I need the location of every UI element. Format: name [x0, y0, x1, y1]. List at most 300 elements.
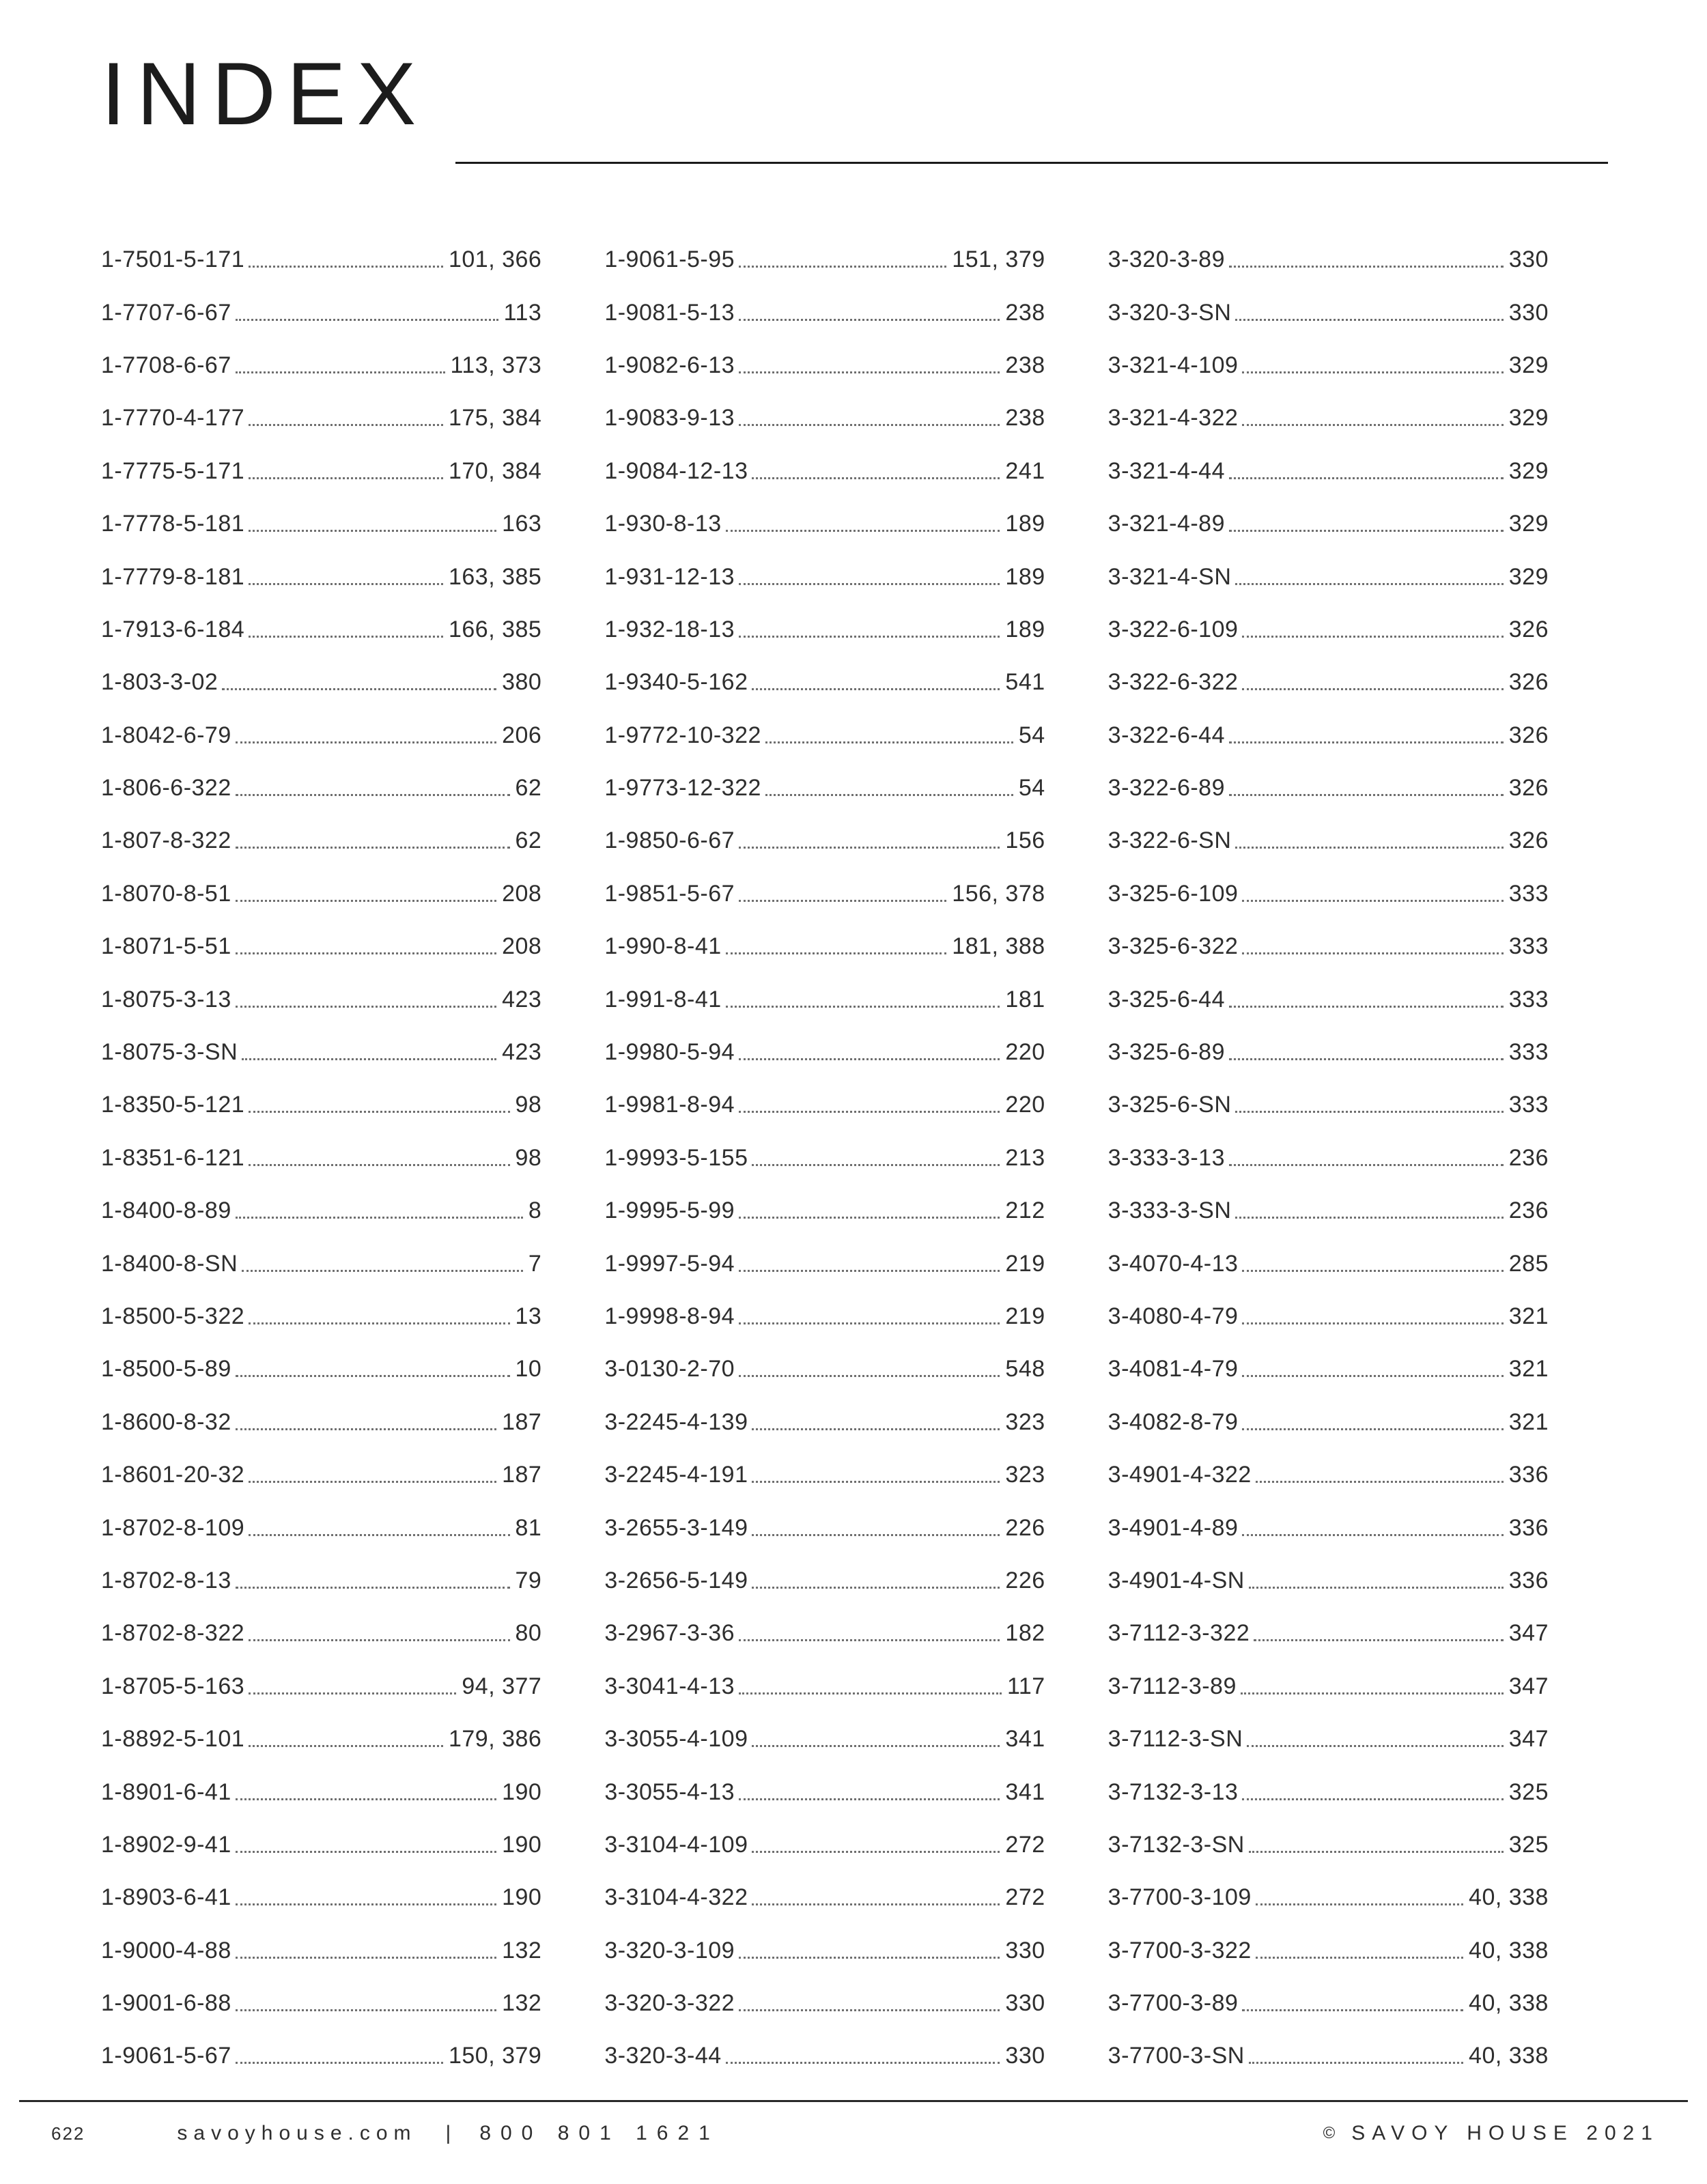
entry-pages: 190 — [502, 1884, 542, 1911]
entry-code: 3-0130-2-70 — [604, 1356, 735, 1382]
footer-website: savoyhouse.com — [177, 2122, 417, 2144]
entry-pages: 94, 377 — [462, 1673, 542, 1699]
dotted-leader — [236, 1217, 523, 1219]
entry-code: 1-8901-6-41 — [101, 1778, 231, 1805]
dotted-leader — [236, 2009, 496, 2011]
entry-code: 1-9997-5-94 — [604, 1250, 735, 1277]
entry-pages: 238 — [1005, 405, 1045, 431]
index-entry — [604, 868, 1045, 920]
entry-pages: 132 — [502, 1937, 542, 1963]
copyright-icon: © — [1323, 2124, 1342, 2142]
index-entry — [101, 709, 541, 762]
entry-pages: 156 — [1005, 827, 1045, 854]
entry-pages: 333 — [1508, 1039, 1549, 1066]
entry-pages: 321 — [1508, 1303, 1549, 1329]
index-entry — [1108, 286, 1549, 339]
entry-code: 3-3104-4-322 — [604, 1884, 748, 1911]
dotted-leader — [249, 1111, 509, 1113]
index-entry — [1108, 604, 1549, 656]
entry-code: 3-4901-4-89 — [1108, 1514, 1239, 1541]
entry-pages: 323 — [1005, 1408, 1045, 1435]
dotted-leader — [1242, 1428, 1503, 1430]
entry-code: 1-8071-5-51 — [101, 933, 231, 960]
entry-pages: 81 — [515, 1514, 542, 1541]
entry-code: 1-8600-8-32 — [101, 1408, 231, 1435]
index-entry — [604, 1449, 1045, 1501]
entry-pages: 187 — [502, 1462, 542, 1488]
entry-code: 1-7779-8-181 — [101, 563, 245, 590]
entry-code: 1-9061-5-95 — [604, 246, 735, 273]
entry-pages: 62 — [515, 827, 542, 854]
entry-pages: 238 — [1005, 299, 1045, 326]
entry-code: 1-9995-5-99 — [604, 1197, 735, 1224]
dotted-leader — [249, 636, 443, 638]
dotted-leader — [1229, 1058, 1504, 1060]
index-entry — [1108, 1343, 1549, 1395]
entry-pages: 62 — [515, 775, 542, 802]
dotted-leader — [739, 1058, 1000, 1060]
dotted-leader — [739, 424, 1000, 426]
entry-code: 3-333-3-13 — [1108, 1144, 1225, 1171]
dotted-leader — [739, 1798, 1000, 1800]
entry-pages: 272 — [1005, 1831, 1045, 1858]
entry-code: 3-3041-4-13 — [604, 1673, 735, 1699]
index-entry — [101, 1660, 541, 1713]
dotted-leader — [752, 1164, 1000, 1166]
index-entry — [604, 1925, 1045, 1977]
index-entry — [101, 973, 541, 1025]
dotted-leader — [236, 1587, 510, 1589]
entry-code: 3-7700-3-89 — [1108, 1990, 1239, 2017]
index-entry — [1108, 1132, 1549, 1185]
index-entry — [101, 1819, 541, 1871]
entry-code: 1-9993-5-155 — [604, 1144, 748, 1171]
entry-code: 3-3104-4-109 — [604, 1831, 748, 1858]
index-column-3 — [1108, 233, 1549, 2083]
index-entry — [101, 868, 541, 920]
index-entry — [604, 1660, 1045, 1713]
index-entry — [604, 445, 1045, 498]
entry-pages: 212 — [1005, 1197, 1045, 1224]
entry-code: 3-320-3-89 — [1108, 246, 1225, 273]
dotted-leader — [222, 688, 496, 690]
entry-code: 1-8892-5-101 — [101, 1726, 245, 1753]
entry-pages: 163 — [502, 511, 542, 537]
entry-pages: 163, 385 — [448, 563, 542, 590]
footer-rule — [19, 2100, 1688, 2102]
index-entry — [101, 1185, 541, 1237]
index-entry — [101, 1079, 541, 1131]
entry-code: 3-321-4-322 — [1108, 405, 1239, 431]
dotted-leader — [1235, 583, 1503, 585]
dotted-leader — [739, 266, 946, 268]
index-entry — [1108, 1555, 1549, 1607]
index-entry — [1108, 339, 1549, 392]
entry-code: 3-325-6-89 — [1108, 1039, 1225, 1066]
entry-code: 3-2655-3-149 — [604, 1514, 748, 1541]
entry-pages: 54 — [1018, 775, 1045, 802]
entry-pages: 189 — [1005, 511, 1045, 537]
index-entry — [1108, 392, 1549, 444]
index-entry — [604, 709, 1045, 762]
entry-code: 3-7132-3-13 — [1108, 1778, 1239, 1805]
dotted-leader — [739, 1111, 1000, 1113]
dotted-leader — [236, 900, 496, 902]
dotted-leader — [752, 1587, 1000, 1589]
entry-pages: 208 — [502, 880, 542, 907]
index-entry — [604, 233, 1045, 286]
entry-code: 3-7700-3-SN — [1108, 2043, 1245, 2069]
dotted-leader — [1242, 1798, 1503, 1800]
entry-code: 3-325-6-44 — [1108, 986, 1225, 1012]
entry-pages: 132 — [502, 1990, 542, 2017]
dotted-leader — [1249, 1587, 1504, 1589]
entry-code: 1-9082-6-13 — [604, 352, 735, 378]
entry-code: 1-9850-6-67 — [604, 827, 735, 854]
index-entry — [1108, 1501, 1549, 1554]
entry-code: 3-2967-3-36 — [604, 1620, 735, 1647]
entry-code: 3-320-3-109 — [604, 1937, 735, 1963]
dotted-leader — [1235, 847, 1503, 849]
entry-pages: 151, 379 — [952, 246, 1045, 273]
entry-code: 1-8500-5-89 — [101, 1356, 231, 1382]
index-entry — [1108, 973, 1549, 1025]
entry-pages: 101, 366 — [448, 246, 542, 273]
entry-pages: 238 — [1005, 352, 1045, 378]
dotted-leader — [726, 952, 947, 954]
dotted-leader — [236, 1006, 496, 1008]
index-entry — [101, 1925, 541, 1977]
index-entry — [101, 498, 541, 550]
index-entry — [604, 339, 1045, 392]
entry-code: 1-9980-5-94 — [604, 1039, 735, 1066]
entry-pages: 347 — [1508, 1673, 1549, 1699]
entry-pages: 79 — [515, 1567, 542, 1593]
entry-code: 3-4082-8-79 — [1108, 1408, 1239, 1435]
index-entry — [1108, 762, 1549, 814]
entry-pages: 330 — [1005, 1990, 1045, 2017]
entry-code: 3-321-4-44 — [1108, 457, 1225, 484]
entry-pages: 330 — [1005, 2043, 1045, 2069]
dotted-leader — [1229, 477, 1504, 479]
entry-code: 3-321-4-SN — [1108, 563, 1232, 590]
index-entry — [101, 1290, 541, 1343]
entry-pages: 181 — [1005, 986, 1045, 1012]
index-entry — [604, 1713, 1045, 1765]
entry-code: 3-3055-4-13 — [604, 1778, 735, 1805]
entry-code: 1-8500-5-322 — [101, 1303, 245, 1329]
dotted-leader — [1242, 2009, 1463, 2011]
entry-pages: 272 — [1005, 1884, 1045, 1911]
dotted-leader — [249, 266, 443, 268]
entry-code: 3-322-6-109 — [1108, 616, 1239, 642]
dotted-leader — [1242, 1270, 1503, 1272]
dotted-leader — [752, 1851, 1000, 1853]
entry-pages: 190 — [502, 1831, 542, 1858]
entry-pages: 208 — [502, 933, 542, 960]
entry-pages: 423 — [502, 986, 542, 1012]
entry-pages: 40, 338 — [1469, 1990, 1549, 2017]
entry-pages: 330 — [1005, 1937, 1045, 1963]
entry-pages: 326 — [1508, 827, 1549, 854]
dotted-leader — [236, 847, 510, 849]
dotted-leader — [1249, 1851, 1504, 1853]
dotted-leader — [726, 1006, 1000, 1008]
entry-pages: 10 — [515, 1356, 542, 1382]
page-footer — [51, 2122, 1659, 2145]
entry-pages: 166, 385 — [448, 616, 542, 642]
dotted-leader — [1242, 952, 1503, 954]
index-entry — [101, 1501, 541, 1554]
entry-code: 3-333-3-SN — [1108, 1197, 1232, 1224]
index-entry — [101, 1132, 541, 1185]
entry-pages: 341 — [1005, 1778, 1045, 1805]
entry-code: 1-8902-9-41 — [101, 1831, 231, 1858]
entry-code: 1-9981-8-94 — [604, 1092, 735, 1118]
index-entry — [1108, 1237, 1549, 1290]
index-entry — [1108, 1607, 1549, 1660]
entry-pages: 181, 388 — [952, 933, 1045, 960]
entry-code: 1-9001-6-88 — [101, 1990, 231, 2017]
index-column-2 — [604, 233, 1045, 2083]
dotted-leader — [752, 477, 1000, 479]
entry-code: 3-4081-4-79 — [1108, 1356, 1239, 1382]
entry-code: 3-2245-4-191 — [604, 1462, 748, 1488]
entry-pages: 40, 338 — [1469, 2043, 1549, 2069]
index-entry — [604, 814, 1045, 867]
dotted-leader — [1242, 1322, 1503, 1324]
index-entry — [1108, 709, 1549, 762]
index-entry — [101, 920, 541, 973]
entry-code: 1-803-3-02 — [101, 669, 218, 696]
entry-pages: 241 — [1005, 457, 1045, 484]
entry-code: 3-4080-4-79 — [1108, 1303, 1239, 1329]
dotted-leader — [1242, 1534, 1503, 1536]
dotted-leader — [249, 1322, 509, 1324]
index-entry — [101, 1237, 541, 1290]
index-entry — [101, 2030, 541, 2082]
index-entry — [1108, 233, 1549, 286]
dotted-leader — [236, 952, 496, 954]
index-entry — [101, 445, 541, 498]
index-entry — [604, 1185, 1045, 1237]
entry-code: 1-930-8-13 — [604, 511, 722, 537]
index-entry — [1108, 920, 1549, 973]
index-entry — [1108, 1977, 1549, 2030]
entry-code: 1-932-18-13 — [604, 616, 735, 642]
dotted-leader — [739, 636, 1000, 638]
entry-code: 1-9000-4-88 — [101, 1937, 231, 1963]
index-entry — [604, 1290, 1045, 1343]
index-entry — [101, 1977, 541, 2030]
dotted-leader — [249, 1534, 509, 1536]
dotted-leader — [1256, 1957, 1463, 1959]
entry-pages: 113 — [503, 299, 542, 326]
entry-code: 1-806-6-322 — [101, 775, 231, 802]
index-entry — [1108, 1871, 1549, 1924]
entry-code: 1-8702-8-13 — [101, 1567, 231, 1593]
entry-code: 3-320-3-SN — [1108, 299, 1232, 326]
dotted-leader — [1242, 424, 1503, 426]
dotted-leader — [739, 1957, 1000, 1959]
index-entry — [604, 498, 1045, 550]
entry-code: 3-325-6-109 — [1108, 880, 1239, 907]
dotted-leader — [236, 1428, 496, 1430]
index-entry — [1108, 656, 1549, 709]
entry-code: 3-7112-3-SN — [1108, 1726, 1243, 1753]
entry-code: 3-322-6-322 — [1108, 669, 1239, 696]
entry-pages: 98 — [515, 1092, 542, 1118]
entry-code: 1-8400-8-SN — [101, 1250, 238, 1277]
entry-pages: 333 — [1508, 1092, 1549, 1118]
footer-page-number: 622 — [51, 2123, 85, 2144]
entry-pages: 326 — [1508, 775, 1549, 802]
dotted-leader — [739, 1639, 1000, 1641]
index-entry — [1108, 445, 1549, 498]
entry-code: 1-7501-5-171 — [101, 246, 245, 273]
dotted-leader — [1229, 1006, 1504, 1008]
entry-pages: 341 — [1005, 1726, 1045, 1753]
index-entry — [1108, 868, 1549, 920]
index-entry — [101, 604, 541, 656]
index-entry — [1108, 1185, 1549, 1237]
entry-pages: 347 — [1508, 1726, 1549, 1753]
index-entry — [604, 286, 1045, 339]
dotted-leader — [1235, 1217, 1503, 1219]
entry-pages: 187 — [502, 1408, 542, 1435]
entry-code: 1-991-8-41 — [604, 986, 722, 1012]
entry-code: 3-2245-4-139 — [604, 1408, 748, 1435]
dotted-leader — [242, 1058, 496, 1060]
entry-code: 1-8702-8-322 — [101, 1620, 245, 1647]
index-entry — [1108, 1765, 1549, 1818]
dotted-leader — [752, 1745, 1000, 1747]
entry-pages: 40, 338 — [1469, 1884, 1549, 1911]
index-column-1 — [101, 233, 541, 2083]
dotted-leader — [752, 1903, 1000, 1905]
dotted-leader — [1229, 794, 1504, 796]
entry-pages: 182 — [1005, 1620, 1045, 1647]
index-entry — [604, 973, 1045, 1025]
entry-pages: 329 — [1508, 405, 1549, 431]
entry-code: 3-322-6-SN — [1108, 827, 1232, 854]
index-entry — [1108, 1819, 1549, 1871]
index-entry — [1108, 1660, 1549, 1713]
entry-code: 3-321-4-89 — [1108, 511, 1225, 537]
entry-code: 1-7708-6-67 — [101, 352, 231, 378]
entry-pages: 285 — [1508, 1250, 1549, 1277]
dotted-leader — [752, 1428, 1000, 1430]
entry-pages: 179, 386 — [448, 1726, 542, 1753]
entry-pages: 98 — [515, 1144, 542, 1171]
index-columns — [101, 233, 1549, 2083]
index-entry — [604, 392, 1045, 444]
index-entry — [101, 762, 541, 814]
entry-pages: 323 — [1005, 1462, 1045, 1488]
index-entry — [604, 1765, 1045, 1818]
entry-code: 3-7700-3-322 — [1108, 1937, 1252, 1963]
entry-code: 1-931-12-13 — [604, 563, 735, 590]
entry-code: 3-322-6-89 — [1108, 775, 1225, 802]
entry-pages: 333 — [1508, 986, 1549, 1012]
dotted-leader — [739, 847, 1000, 849]
dotted-leader — [1256, 1903, 1463, 1905]
dotted-leader — [242, 1270, 523, 1272]
entry-pages: 170, 384 — [448, 457, 542, 484]
index-entry — [1108, 1290, 1549, 1343]
entry-pages: 380 — [502, 669, 542, 696]
entry-pages: 321 — [1508, 1408, 1549, 1435]
entry-code: 3-4901-4-SN — [1108, 1567, 1245, 1593]
index-entry — [101, 1343, 541, 1395]
index-entry — [604, 550, 1045, 603]
entry-code: 3-7700-3-109 — [1108, 1884, 1252, 1911]
entry-code: 1-8075-3-SN — [101, 1039, 238, 1066]
index-entry — [604, 656, 1045, 709]
dotted-leader — [752, 688, 1000, 690]
entry-code: 3-7112-3-322 — [1108, 1620, 1250, 1647]
footer-separator: | — [445, 2122, 451, 2144]
index-entry — [604, 2030, 1045, 2082]
entry-code: 3-320-3-44 — [604, 2043, 722, 2069]
entry-pages: 333 — [1508, 880, 1549, 907]
index-entry — [1108, 2030, 1549, 2082]
dotted-leader — [765, 794, 1013, 796]
dotted-leader — [1242, 688, 1503, 690]
dotted-leader — [739, 1270, 1000, 1272]
index-entry — [604, 1079, 1045, 1131]
dotted-leader — [236, 1957, 496, 1959]
index-entry — [604, 1343, 1045, 1395]
entry-code: 3-4901-4-322 — [1108, 1462, 1252, 1488]
dotted-leader — [236, 1798, 496, 1800]
entry-code: 3-4070-4-13 — [1108, 1250, 1239, 1277]
entry-pages: 329 — [1508, 352, 1549, 378]
dotted-leader — [739, 371, 1000, 373]
dotted-leader — [1242, 636, 1503, 638]
page-title: INDEX — [101, 44, 427, 143]
dotted-leader — [249, 583, 443, 585]
entry-code: 3-321-4-109 — [1108, 352, 1239, 378]
dotted-leader — [249, 1745, 443, 1747]
entry-code: 1-7778-5-181 — [101, 511, 245, 537]
dotted-leader — [1229, 530, 1504, 532]
entry-pages: 336 — [1508, 1514, 1549, 1541]
dotted-leader — [739, 1217, 1000, 1219]
index-entry — [1108, 1396, 1549, 1449]
entry-code: 1-8042-6-79 — [101, 722, 231, 748]
entry-code: 1-9084-12-13 — [604, 457, 748, 484]
entry-code: 1-9083-9-13 — [604, 405, 735, 431]
entry-pages: 329 — [1508, 563, 1549, 590]
index-entry — [101, 392, 541, 444]
entry-code: 1-8351-6-121 — [101, 1144, 245, 1171]
entry-pages: 189 — [1005, 616, 1045, 642]
entry-pages: 175, 384 — [448, 405, 542, 431]
dotted-leader — [249, 477, 443, 479]
index-entry — [101, 656, 541, 709]
dotted-leader — [249, 1481, 496, 1483]
entry-pages: 117 — [1006, 1673, 1045, 1699]
dotted-leader — [236, 1851, 496, 1853]
entry-pages: 206 — [502, 722, 542, 748]
dotted-leader — [1229, 266, 1504, 268]
dotted-leader — [752, 1534, 1000, 1536]
entry-code: 1-7707-6-67 — [101, 299, 231, 326]
dotted-leader — [236, 319, 498, 321]
dotted-leader — [739, 1375, 1000, 1377]
entry-code: 3-322-6-44 — [1108, 722, 1225, 748]
